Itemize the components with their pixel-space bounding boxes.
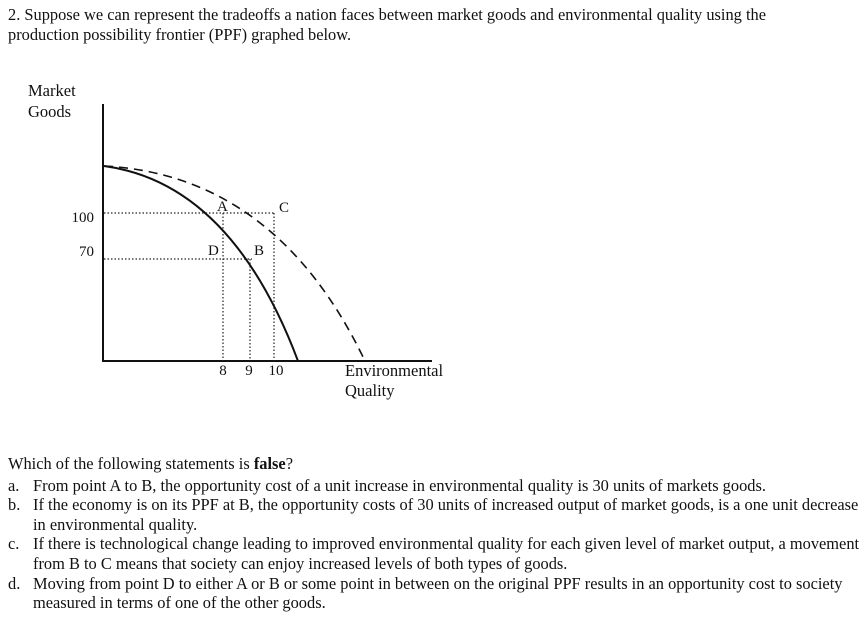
point-b-label: B [254, 243, 265, 259]
question-stem [8, 454, 860, 474]
y-axis-label-line-1: Market [28, 81, 76, 100]
point-d-label: D [208, 243, 219, 259]
x-tick-label-9: 9 [245, 363, 253, 379]
x-axis-label-line-1: Environmental [345, 361, 444, 380]
shifted-ppf-curve [104, 166, 365, 361]
intro-line-1: 2. Suppose we can represent the tradeoffs a nation faces between market goods and environmental quality using the [8, 5, 766, 24]
y-tick-label-70: 70 [79, 244, 94, 260]
stem-suffix: ? [285, 454, 293, 473]
option-b [8, 495, 860, 534]
option-d [8, 574, 860, 613]
stem-bold-word: false [253, 454, 286, 473]
y-tick-label-100: 100 [71, 210, 94, 226]
y-axis-label-line-2: Goods [28, 102, 72, 121]
option-d-text: Moving from point D to either A or B or some point in between on the original PPF results in an opportunity cost to society measured in terms of one of the other goods. [33, 573, 843, 613]
option-c-letter: c. [8, 534, 20, 554]
x-tick-label-8: 8 [219, 363, 227, 379]
option-c-text: If there is technological change leading to improved environmental quality for each given level of market output, a movement from B to C means that society can enjoy increased levels of both types of goods. [33, 534, 860, 573]
option-a [8, 476, 860, 496]
option-c [8, 534, 860, 573]
point-c-label: C [279, 200, 290, 216]
point-a-label: A [217, 199, 228, 215]
stem-prefix: Which of the following statements is [8, 454, 254, 473]
x-tick-label-10: 10 [268, 363, 284, 379]
option-a-letter: a. [8, 475, 20, 495]
x-axis-label-line-2: Quality [345, 381, 395, 400]
option-d-letter: d. [8, 573, 21, 593]
intro-line-2: production possibility frontier (PPF) graphed below. [8, 25, 352, 44]
option-b-letter: b. [8, 495, 21, 515]
option-b-text: If the economy is on its PPF at B, the opportunity costs of 30 units of increased output of market goods, is a one unit decrease in environmental quality. [33, 495, 859, 534]
option-a-text: From point A to B, the opportunity cost of a unit increase in environmental quality is 30 units of markets goods. [33, 475, 766, 495]
question-block [8, 454, 860, 613]
original-ppf-curve [104, 166, 298, 361]
